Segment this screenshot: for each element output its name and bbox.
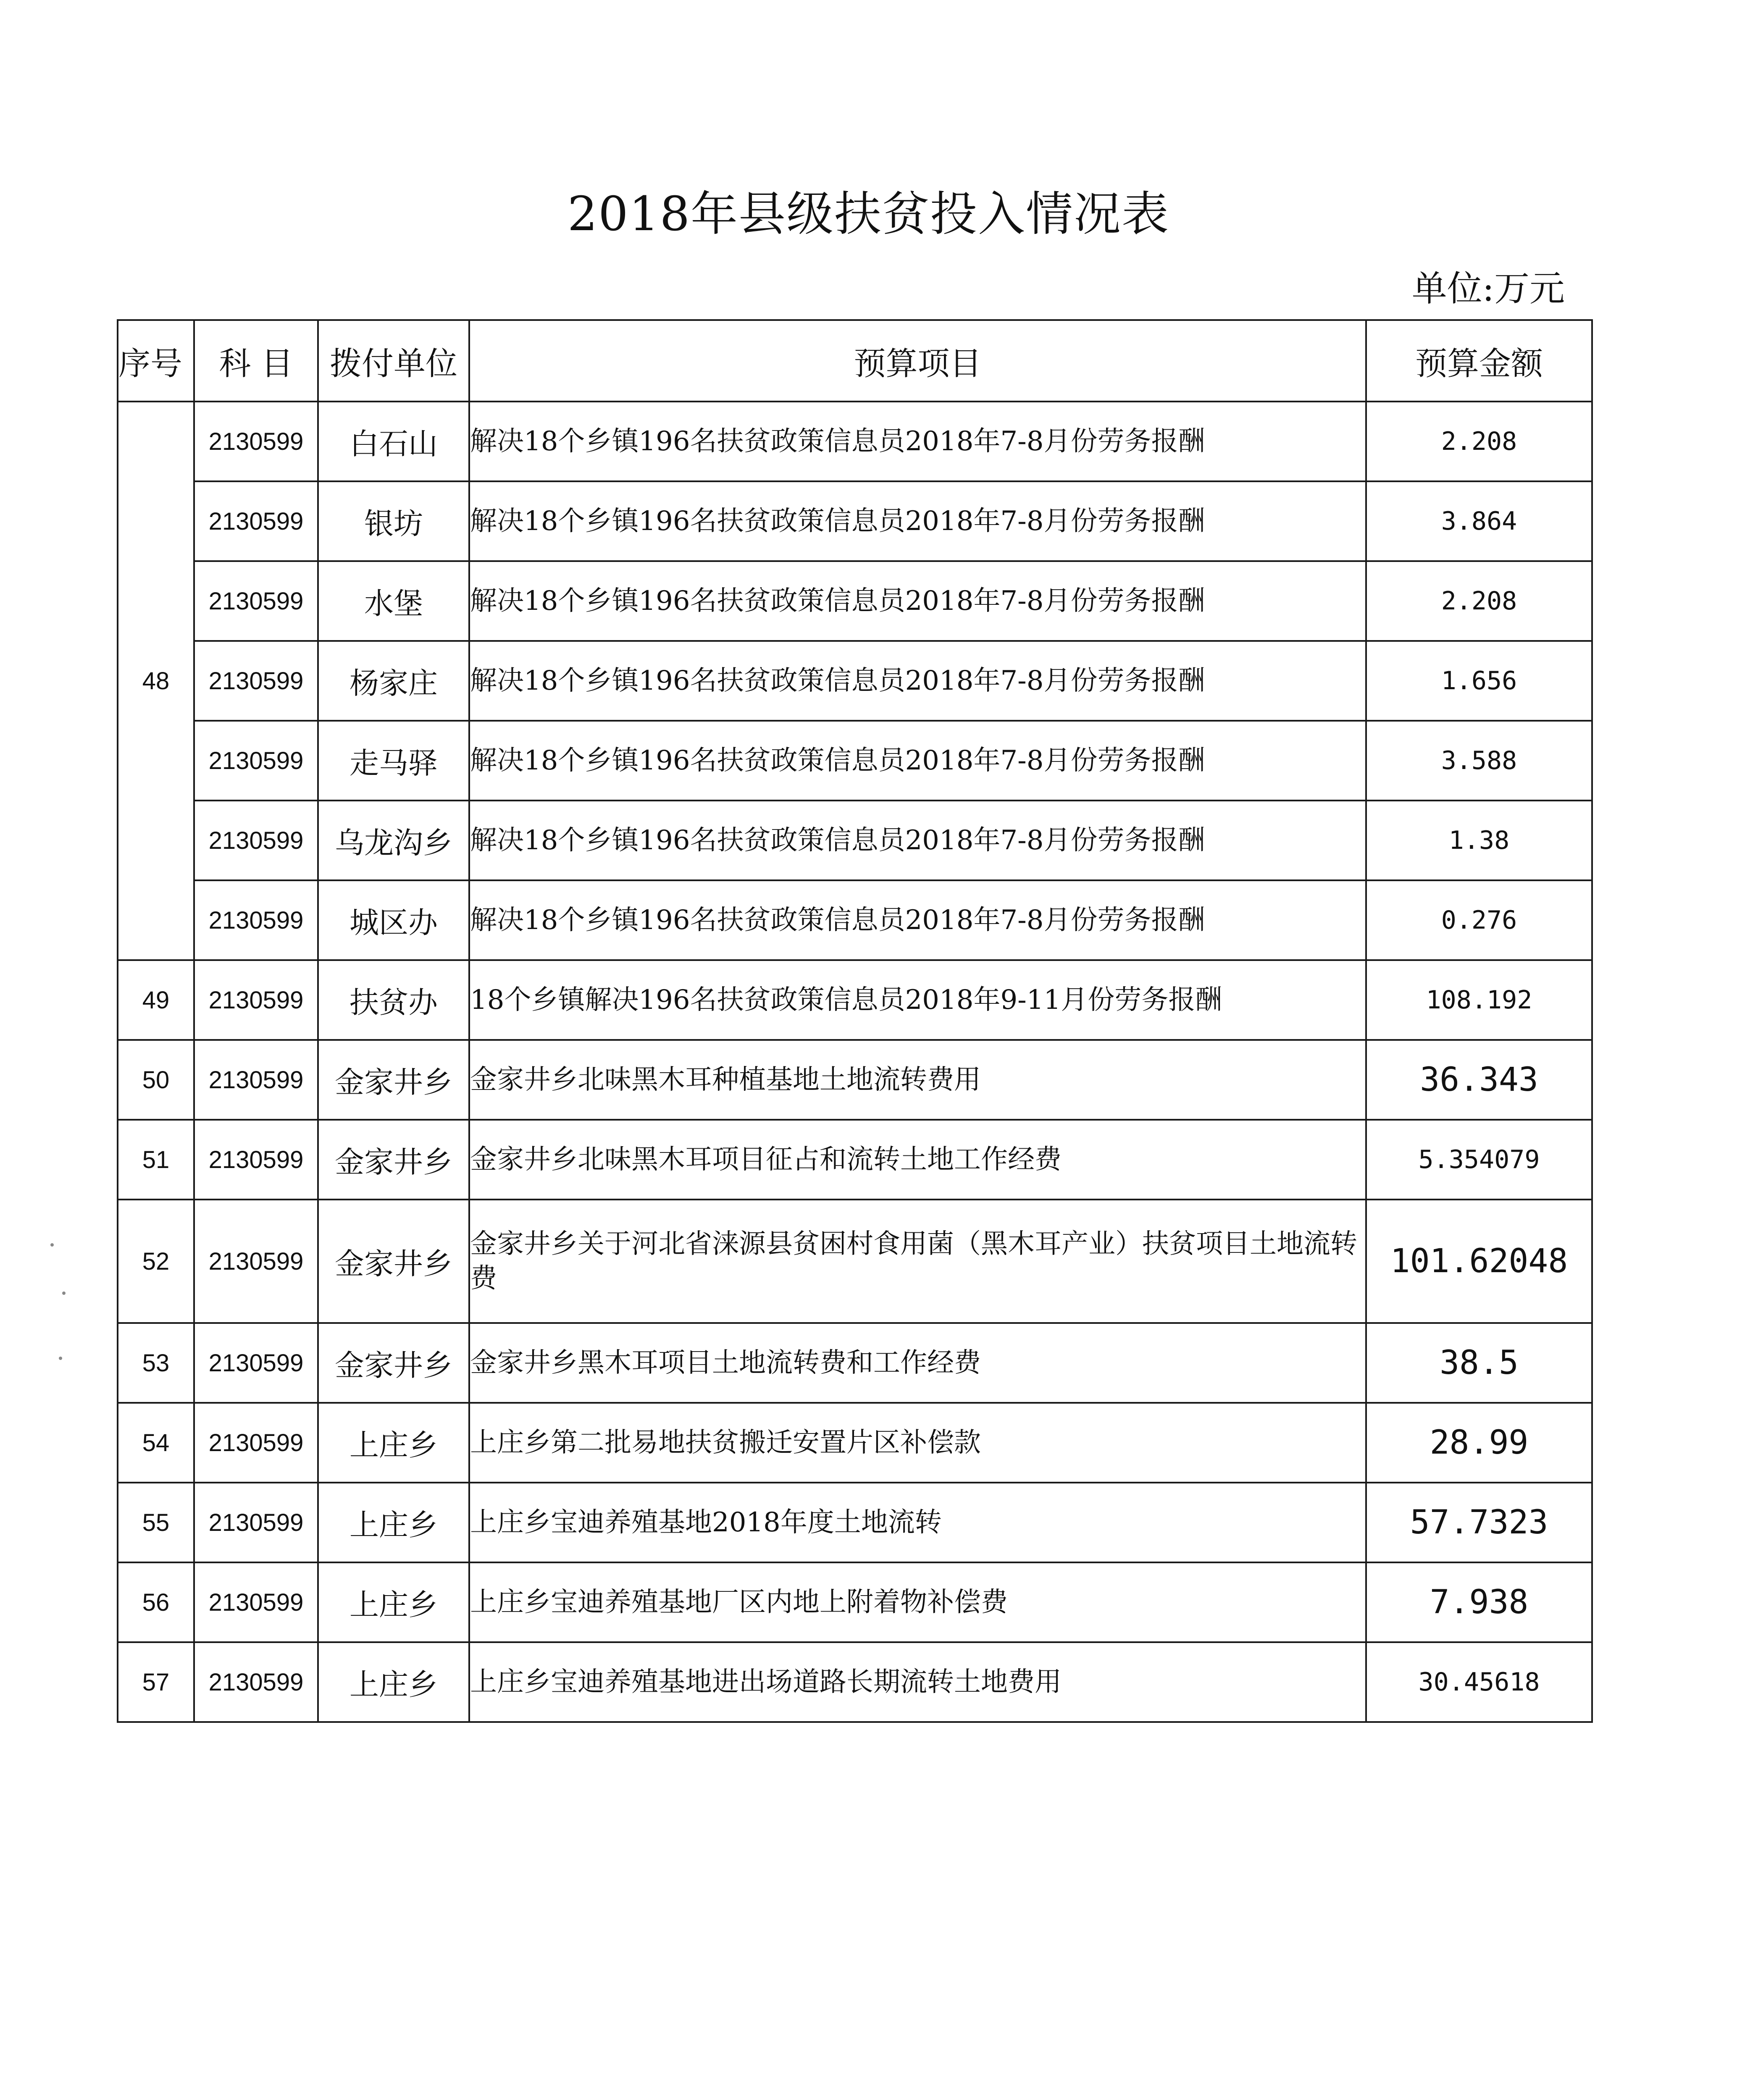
amount-cell: 38.5 [1366,1323,1592,1403]
unit-cell: 金家井乡 [318,1120,469,1200]
amount-cell: 0.276 [1366,880,1592,960]
item-cell: 上庄乡宝迪养殖基地厂区内地上附着物补偿费 [469,1562,1366,1642]
header-subject: 科 目 [194,320,318,402]
scan-speck [50,1243,54,1247]
amount-cell: 36.343 [1366,1040,1592,1120]
unit-cell: 银坊 [318,481,469,561]
unit-cell: 金家井乡 [318,1323,469,1403]
amount-cell: 7.938 [1366,1562,1592,1642]
table-row [118,1120,1592,1200]
unit-cell: 上庄乡 [318,1403,469,1483]
amount-cell: 30.45618 [1366,1642,1592,1722]
subject-code-cell: 2130599 [194,1483,318,1562]
item-cell: 金家井乡关于河北省涞源县贫困村食用菌（黑木耳产业）扶贫项目土地流转费 [469,1200,1366,1323]
item-cell: 金家井乡黑木耳项目土地流转费和工作经费 [469,1323,1366,1403]
table-row [118,960,1592,1040]
budget-table [117,319,1593,1723]
subject-code-cell: 2130599 [194,1642,318,1722]
amount-cell: 5.354079 [1366,1120,1592,1200]
item-cell: 解决18个乡镇196名扶贫政策信息员2018年7-8月份劳务报酬 [469,801,1366,880]
subject-code-cell: 2130599 [194,1120,318,1200]
seq-cell: 54 [118,1403,194,1483]
table-row [118,1323,1592,1403]
seq-cell: 49 [118,960,194,1040]
unit-cell: 城区办 [318,880,469,960]
amount-cell: 57.7323 [1366,1483,1592,1562]
header-amount: 预算金额 [1366,320,1592,402]
subject-code-cell: 2130599 [194,960,318,1040]
seq-cell: 56 [118,1562,194,1642]
subject-code-cell: 2130599 [194,481,318,561]
table-row [118,721,1592,801]
subject-code-cell: 2130599 [194,721,318,801]
item-cell: 上庄乡宝迪养殖基地2018年度土地流转 [469,1483,1366,1562]
unit-cell: 走马驿 [318,721,469,801]
header-seq: 序号 [118,320,194,402]
table-row [118,641,1592,721]
amount-cell: 2.208 [1366,402,1592,481]
subject-code-cell: 2130599 [194,1562,318,1642]
amount-cell: 108.192 [1366,960,1592,1040]
header-unit: 拨付单位 [318,320,469,402]
seq-cell: 55 [118,1483,194,1562]
seq-cell: 52 [118,1200,194,1323]
item-cell: 金家井乡北味黑木耳项目征占和流转土地工作经费 [469,1120,1366,1200]
table-row [118,402,1592,481]
item-cell: 18个乡镇解决196名扶贫政策信息员2018年9-11月份劳务报酬 [469,960,1366,1040]
unit-cell: 上庄乡 [318,1483,469,1562]
subject-code-cell: 2130599 [194,561,318,641]
subject-code-cell: 2130599 [194,641,318,721]
table-row [118,1642,1592,1722]
amount-cell: 1.38 [1366,801,1592,880]
amount-cell: 3.864 [1366,481,1592,561]
item-cell: 金家井乡北味黑木耳种植基地土地流转费用 [469,1040,1366,1120]
subject-code-cell: 2130599 [194,1040,318,1120]
unit-cell: 扶贫办 [318,960,469,1040]
table-row [118,1403,1592,1483]
seq-cell: 51 [118,1120,194,1200]
unit-cell: 白石山 [318,402,469,481]
seq-cell: 53 [118,1323,194,1403]
amount-cell: 1.656 [1366,641,1592,721]
unit-cell: 上庄乡 [318,1642,469,1722]
table-row [118,1483,1592,1562]
subject-code-cell: 2130599 [194,1403,318,1483]
table-row [118,1562,1592,1642]
table-row [118,1040,1592,1120]
seq-cell: 57 [118,1642,194,1722]
amount-cell: 2.208 [1366,561,1592,641]
unit-cell: 金家井乡 [318,1200,469,1323]
item-cell: 解决18个乡镇196名扶贫政策信息员2018年7-8月份劳务报酬 [469,481,1366,561]
table-row [118,1200,1592,1323]
seq-cell: 50 [118,1040,194,1120]
item-cell: 解决18个乡镇196名扶贫政策信息员2018年7-8月份劳务报酬 [469,402,1366,481]
header-item: 预算项目 [469,320,1366,402]
amount-cell: 3.588 [1366,721,1592,801]
unit-cell: 上庄乡 [318,1562,469,1642]
header-row [118,320,1592,402]
subject-code-cell: 2130599 [194,1323,318,1403]
table-row [118,801,1592,880]
table-row [118,481,1592,561]
item-cell: 解决18个乡镇196名扶贫政策信息员2018年7-8月份劳务报酬 [469,641,1366,721]
subject-code-cell: 2130599 [194,801,318,880]
unit-label: 单位:万元 [1411,268,1565,309]
table-row [118,561,1592,641]
amount-cell: 101.62048 [1366,1200,1592,1323]
item-cell: 上庄乡宝迪养殖基地进出场道路长期流转土地费用 [469,1642,1366,1722]
subject-code-cell: 2130599 [194,1200,318,1323]
unit-cell: 杨家庄 [318,641,469,721]
unit-cell: 金家井乡 [318,1040,469,1120]
item-cell: 解决18个乡镇196名扶贫政策信息员2018年7-8月份劳务报酬 [469,880,1366,960]
subject-code-cell: 2130599 [194,880,318,960]
amount-cell: 28.99 [1366,1403,1592,1483]
item-cell: 解决18个乡镇196名扶贫政策信息员2018年7-8月份劳务报酬 [469,721,1366,801]
scan-speck [59,1357,62,1360]
unit-cell: 水堡 [318,561,469,641]
item-cell: 解决18个乡镇196名扶贫政策信息员2018年7-8月份劳务报酬 [469,561,1366,641]
document-title: 2018年县级扶贫投入情况表 [567,187,1170,242]
item-cell: 上庄乡第二批易地扶贫搬迁安置片区补偿款 [469,1403,1366,1483]
table-row [118,880,1592,960]
scan-speck [62,1292,66,1295]
subject-code-cell: 2130599 [194,402,318,481]
unit-cell: 乌龙沟乡 [318,801,469,880]
seq-cell: 48 [118,402,194,960]
